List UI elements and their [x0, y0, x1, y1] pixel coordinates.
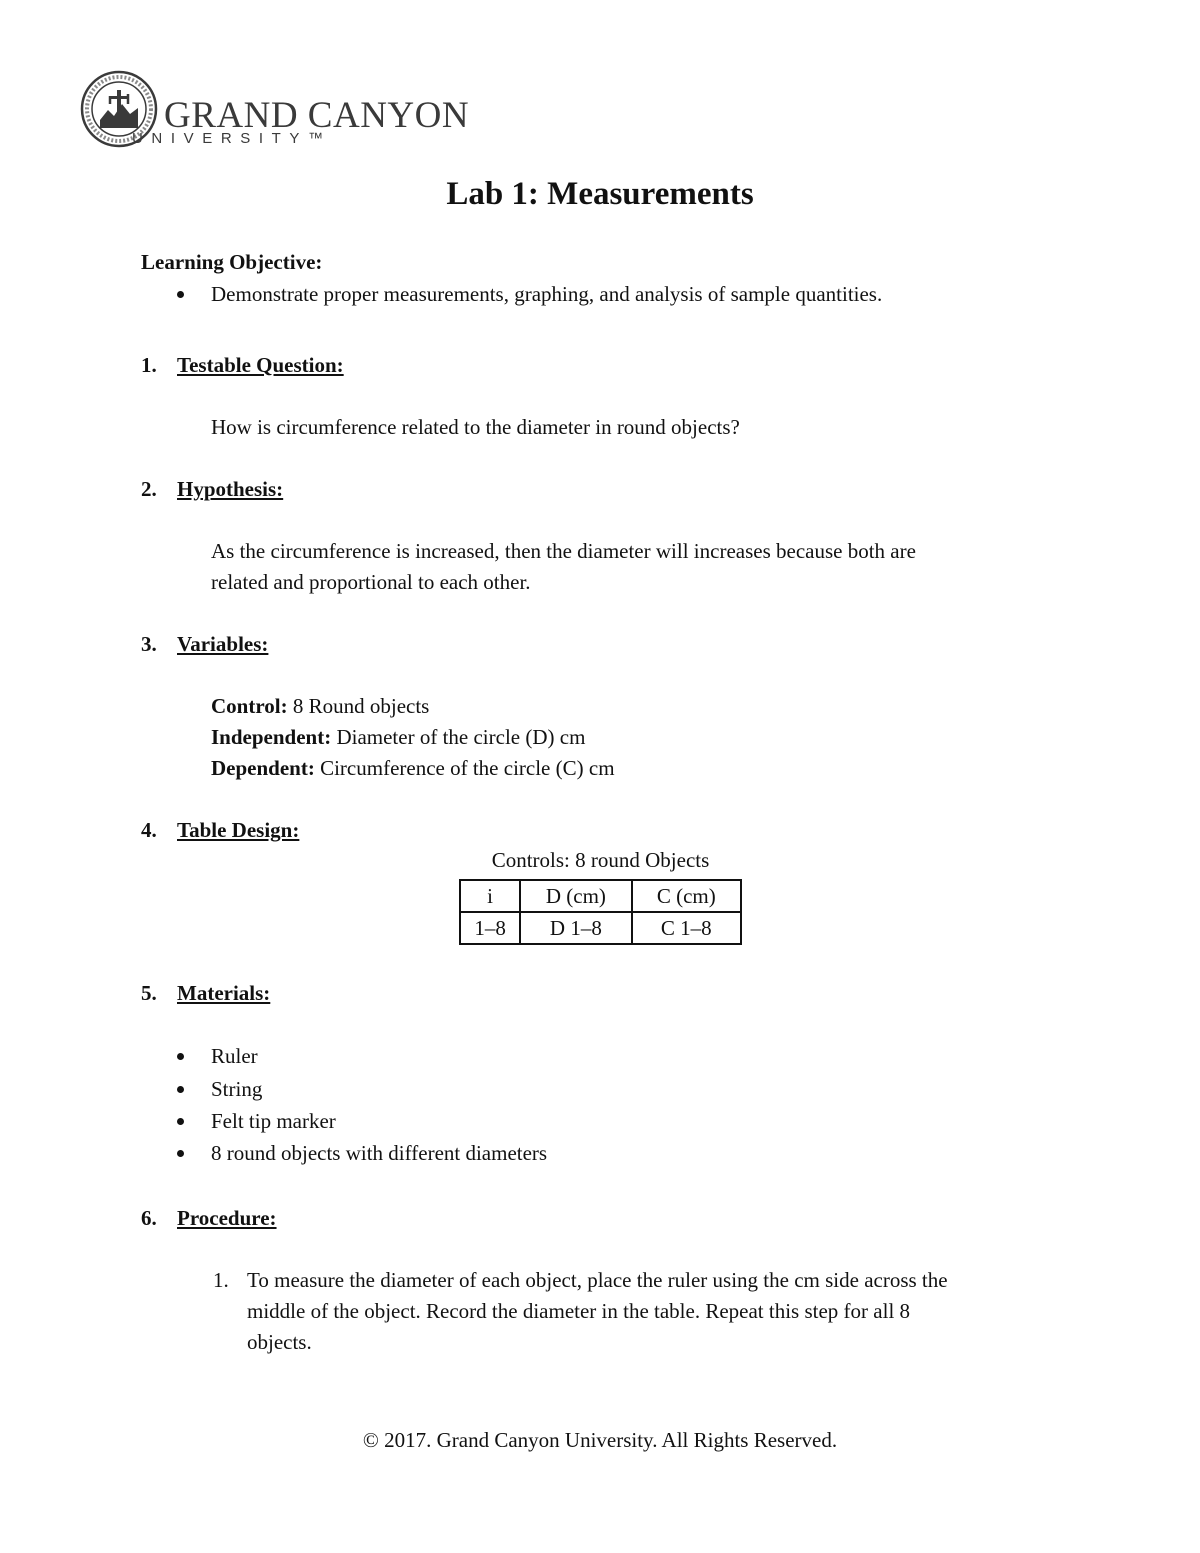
variable-value: Circumference of the circle (C) cm — [314, 756, 615, 780]
materials-item: 8 round objects with different diameters — [211, 1141, 548, 1165]
section-number: 2. — [141, 477, 157, 501]
procedure-step-number: 1. — [213, 1268, 229, 1292]
bullet-icon — [177, 1150, 184, 1157]
procedure-step-line-3: objects. — [247, 1330, 312, 1354]
objective-heading: Learning Objective: — [141, 250, 323, 274]
logo-wordmark: GRAND CANYON — [164, 95, 470, 136]
procedure-step-line-1: To measure the diameter of each object, place the ruler using the cm side across the — [247, 1268, 948, 1292]
materials-item: Felt tip marker — [211, 1109, 336, 1133]
section-heading-variables: Variables: — [177, 632, 269, 656]
testable-question-text: How is circumference related to the diameter in round objects? — [211, 415, 740, 439]
table-header-cell: C (cm) — [632, 880, 741, 912]
hypothesis-line-1: As the circumference is increased, then the diameter will increases because both are — [211, 539, 916, 563]
variable-dependent — [211, 753, 615, 784]
table-cell: 1–8 — [460, 912, 520, 944]
table-header-row — [460, 880, 741, 912]
variable-label: Control: — [211, 694, 288, 718]
variable-label: Independent: — [211, 725, 332, 749]
hypothesis-line-2: related and proportional to each other. — [211, 570, 531, 594]
section-heading-testable-question: Testable Question: — [177, 353, 344, 377]
table-caption: Controls: 8 round Objects — [491, 848, 710, 872]
copyright-footer: © 2017. Grand Canyon University. All Rights Reserved. — [362, 1428, 838, 1452]
objective-item: Demonstrate proper measurements, graphing, and analysis of sample quantities. — [211, 282, 883, 306]
design-table — [459, 879, 742, 945]
materials-item: String — [211, 1077, 263, 1101]
section-number: 6. — [141, 1206, 157, 1230]
section-heading-materials: Materials: — [177, 981, 271, 1005]
bullet-icon — [177, 1053, 184, 1060]
procedure-step-line-2: middle of the object. Record the diameter in the table. Repeat this step for all 8 — [247, 1299, 911, 1323]
variable-independent — [211, 722, 585, 753]
bullet-icon — [177, 1086, 184, 1093]
section-heading-procedure: Procedure: — [177, 1206, 277, 1230]
table-header-cell: i — [460, 880, 520, 912]
logo-subtitle: UNIVERSITY™ — [132, 130, 332, 147]
variable-value: 8 Round objects — [287, 694, 430, 718]
table-row — [460, 912, 741, 944]
page-title: Lab 1: Measurements — [446, 176, 754, 212]
section-number: 1. — [141, 353, 157, 377]
section-number: 3. — [141, 632, 157, 656]
table-cell: D 1–8 — [520, 912, 631, 944]
table-cell: C 1–8 — [632, 912, 741, 944]
bullet-icon — [177, 1118, 184, 1125]
section-heading-table-design: Table Design: — [177, 818, 300, 842]
variable-control — [211, 691, 429, 722]
table-header-cell: D (cm) — [520, 880, 631, 912]
bullet-icon — [177, 291, 184, 298]
materials-item: Ruler — [211, 1044, 258, 1068]
section-number: 4. — [141, 818, 157, 842]
section-number: 5. — [141, 981, 157, 1005]
variable-label: Dependent: — [211, 756, 315, 780]
variable-value: Diameter of the circle (D) cm — [331, 725, 586, 749]
section-heading-hypothesis: Hypothesis: — [177, 477, 284, 501]
